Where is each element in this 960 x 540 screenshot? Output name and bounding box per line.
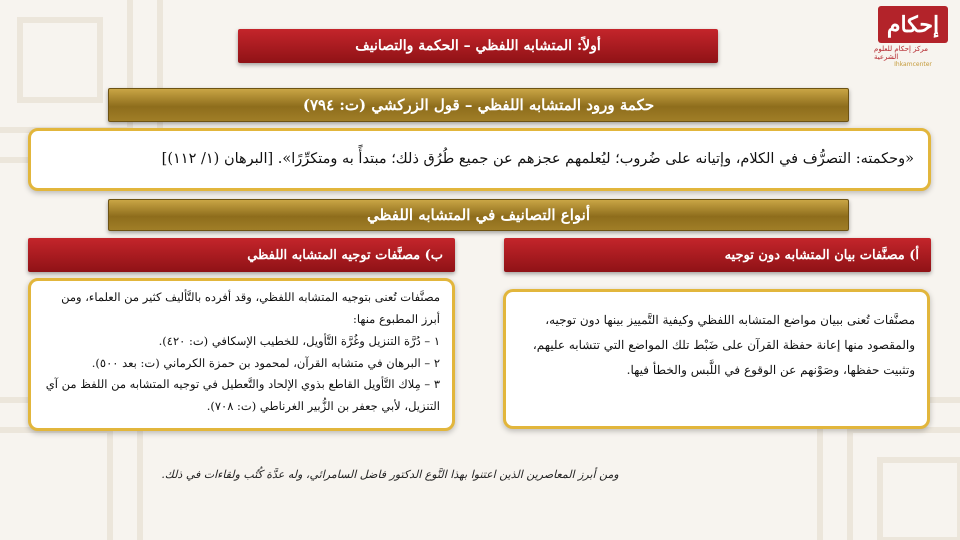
types-heading-banner xyxy=(108,199,849,231)
brand-logo xyxy=(874,6,952,68)
list-item: ١ – دُرَّة التنزيل وغُرَّة التَّأويل، للخطيب الإسكافي (ت: ٤٢٠). xyxy=(158,333,440,348)
page-title-banner xyxy=(238,29,718,63)
wisdom-quote: «وحكمته: التصرُّف في الكلام، وإتيانه على ضُروب؛ ليُعلمهم عجزهم عن جميع طُرُق ذلك؛ مبتدأً به ومتكرِّرًا». [البرهان (١/ ١١٢)] xyxy=(161,150,914,167)
col-a-box xyxy=(503,289,930,429)
logo-mark: إحكام xyxy=(878,6,948,43)
page-title: أولاً: المتشابه اللفظي – الحكمة والتصانيف xyxy=(355,38,601,54)
col-a-heading-banner xyxy=(504,238,931,272)
col-a-body: مصنَّفات تُعنى ببيان مواضع المتشابه اللفظي وكيفية التَّمييز بينها دون توجيه، والمقصود منها إعانة حفظة القرآن على ضَبْط تلك المواضع التي تتشابه عليهم، وتثبيت حفظها، وصَوْنهم عن الوقوع في اللَّبس والخطأ فيها. xyxy=(532,313,915,378)
wisdom-quote-box xyxy=(28,128,931,191)
logo-subtitle-latin: Ihkamcenter xyxy=(894,61,932,68)
col-b-heading-banner xyxy=(28,238,455,272)
logo-subtitle: مركز إحكام للعلوم الشرعية xyxy=(874,45,928,61)
col-b-list xyxy=(43,331,440,418)
list-item: ٣ – مِلاك التَّأويل القاطع بذوي الإلحاد والتَّعطيل في توجيه المتشابه من اللفظ من آي التنزيل، لأبي جعفر بن الزُّبير الغرناطي (ت: ٧٠٨). xyxy=(45,377,440,414)
col-b-box xyxy=(28,278,455,431)
footer-note: ومن أبرز المعاصرين الذين اعتنوا بهذا النَّوع الدكتور فاضل السامرائي، وله عدَّة كُتُب ولقاءات في ذلك. xyxy=(161,468,619,481)
wisdom-heading: حكمة ورود المتشابه اللفظي – قول الزركشي (ت: ٧٩٤) xyxy=(302,96,655,114)
col-b-heading: ب) مصنَّفات توجيه المتشابه اللفظي xyxy=(247,247,443,263)
types-heading: أنواع التصانيف في المتشابه اللفظي xyxy=(366,206,591,224)
wisdom-heading-banner xyxy=(108,88,849,122)
list-item: ٢ – البرهان في متشابه القرآن، لمحمود بن حمزة الكرماني (ت: بعد ٥٠٠). xyxy=(91,355,440,370)
col-b-intro: مصنَّفات تُعنى بتوجيه المتشابه اللفظي، وقد أفرده بالتَّأليف كثير من العلماء، ومن أبرز المطبوع منها: xyxy=(61,290,440,326)
col-a-heading: أ) مصنَّفات بيان المتشابه دون توجيه xyxy=(724,247,919,263)
